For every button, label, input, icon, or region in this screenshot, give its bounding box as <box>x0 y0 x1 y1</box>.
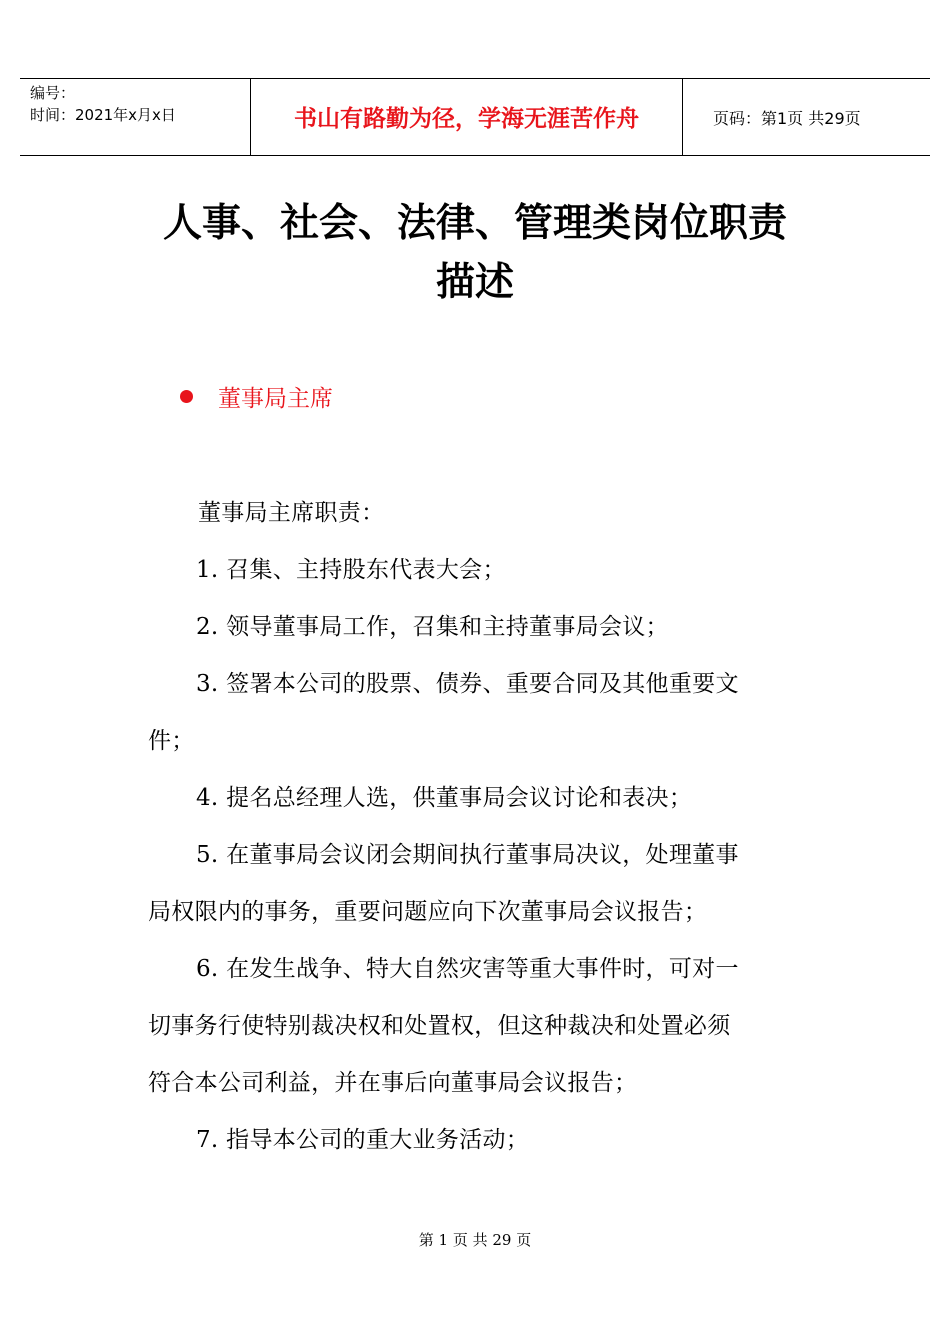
duty-line: 5. 在董事局会议闭会期间执行董事局决议，处理董事 <box>196 842 739 868</box>
document-number-label: 编号： <box>30 84 76 102</box>
header-info-cell <box>20 79 251 155</box>
duty-line: 6. 在发生战争、特大自然灾害等重大事件时，可对一 <box>196 956 739 982</box>
duty-line: 件； <box>148 728 195 754</box>
document-time-label: 时间：2021年x月x日 <box>30 106 176 124</box>
bullet-icon <box>180 390 193 403</box>
page-footer: 第 1 页 共 29 页 <box>418 1231 532 1249</box>
header-motto: 书山有路勤为径，学海无涯苦作舟 <box>294 106 639 132</box>
duty-line: 1. 召集、主持股东代表大会； <box>196 557 506 583</box>
document-header <box>20 78 930 156</box>
header-page-cell <box>683 79 930 155</box>
duty-line: 切事务行使特别裁决权和处置权，但这种裁决和处置必须 <box>148 1013 731 1039</box>
duty-line: 7. 指导本公司的重大业务活动； <box>196 1127 530 1153</box>
duty-line: 4. 提名总经理人选，供董事局会议讨论和表决； <box>196 785 693 811</box>
duty-line: 2. 领导董事局工作，召集和主持董事局会议； <box>196 614 669 640</box>
duty-line: 符合本公司利益，并在事后向董事局会议报告； <box>148 1070 638 1096</box>
header-motto-cell <box>251 79 683 155</box>
section-heading-label: 董事局主席 <box>218 385 333 412</box>
duty-line: 局权限内的事务，重要问题应向下次董事局会议报告； <box>148 899 708 925</box>
document-title-line-1: 人事、社会、法律、管理类岗位职责 <box>162 201 787 246</box>
section-heading <box>180 378 333 414</box>
duty-line: 3. 签署本公司的股票、债券、重要合同及其他重要文 <box>196 671 739 697</box>
document-title-line-2: 描述 <box>435 260 514 305</box>
header-page-code: 页码：第1页 共29页 <box>713 109 861 128</box>
duties-intro: 董事局主席职责： <box>198 500 385 526</box>
